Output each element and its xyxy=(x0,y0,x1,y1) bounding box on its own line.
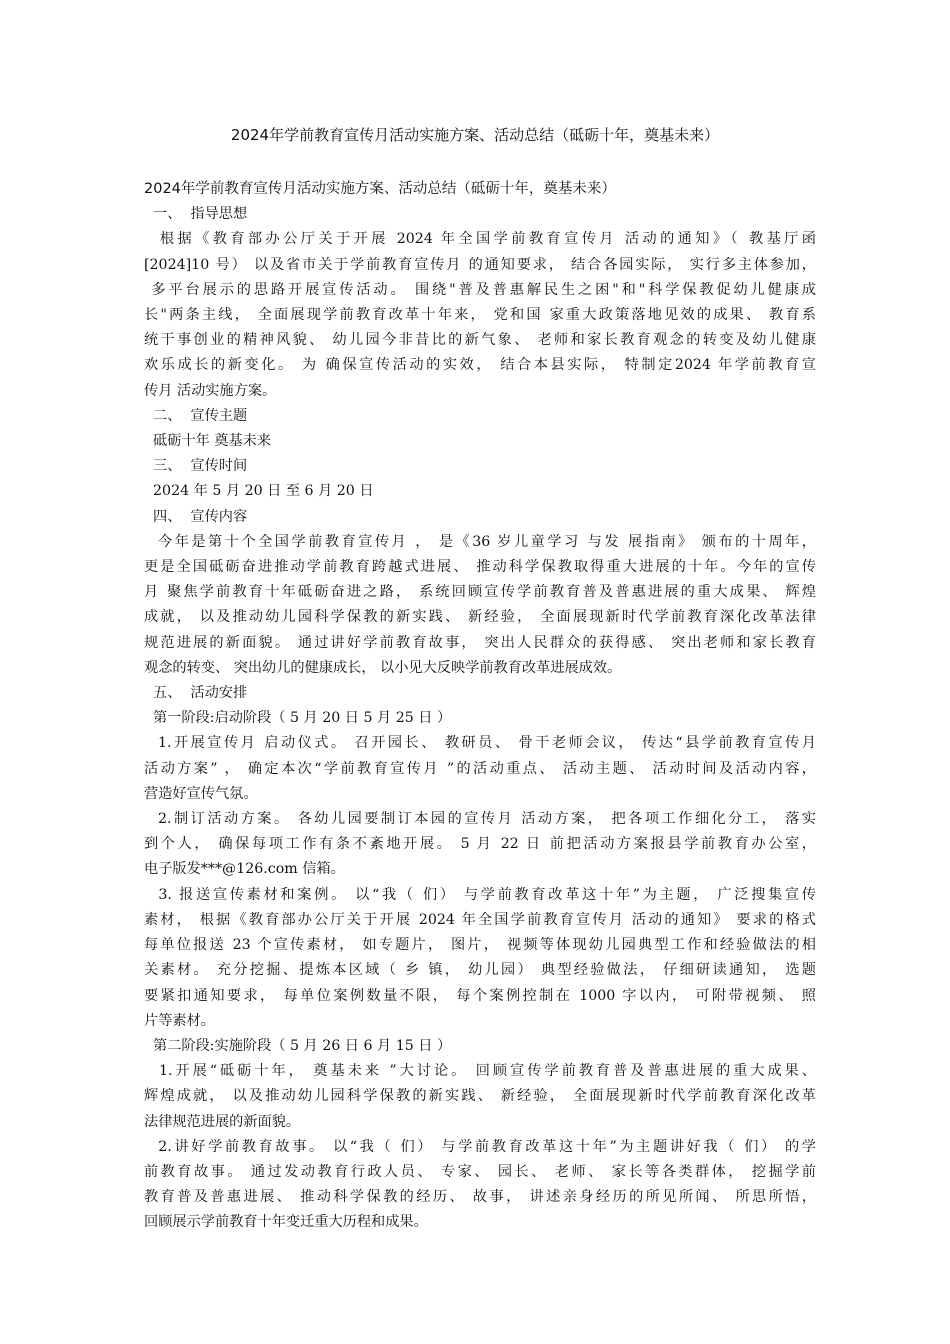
body-line: 欢乐成长的新变化。 为 确保宣传活动的实效， 结合本县实际， 特制定2024 年学前教育宣 xyxy=(144,357,816,374)
body-line: 今年是第十个全国学前教育宣传月 ， 是《36 岁儿童学习 与发 展指南》 颁布的十周年， xyxy=(144,533,816,550)
body-line: 电子版发***@126.com 信箱。 xyxy=(144,861,345,878)
body-line: 统干事创业的精神风貌、 幼儿园今非昔比的新气象、 老师和家长教育观念的转变及幼儿健康 xyxy=(144,332,816,349)
document-body xyxy=(144,177,816,1236)
body-line: 2.讲好学前教育故事。 以“我（ 们） 与学前教育改革这十年”为主题讲好我（ 们） 的学 xyxy=(144,1138,816,1155)
body-line: 第二阶段:实施阶段（ 5 月 26 日 6 月 15 日 ） xyxy=(144,1037,452,1054)
body-line: 月 聚焦学前教育十年砥砺奋进之路， 系统回顾宣传学前教育普及普惠进展的重大成果、 辉煌 xyxy=(144,584,816,601)
body-line: 1.开展宣传月 启动仪式。 召开园长、 教研员、 骨干老师会议， 传达“县学前教育宣传月 xyxy=(144,735,816,752)
body-line: 第一阶段:启动阶段（ 5 月 20 日 5 月 25 日 ） xyxy=(144,710,452,727)
body-line: 营造好宣传气氛。 xyxy=(144,785,258,802)
body-line: 教育普及普惠进展、 推动科学保教的经历、 故事， 讲述亲身经历的所见所闻、 所思所悟， xyxy=(144,1189,816,1206)
body-line: 辉煌成就， 以及推动幼儿园科学保教的新实践、 新经验， 全面展现新时代学前教育深化改革 xyxy=(144,1088,816,1105)
body-line: 1.开展“砥砺十年， 奠基未来 ”大讨论。 回顾宣传学前教育普及普惠进展的重大成果、 xyxy=(144,1063,816,1080)
body-line: 关素材。 充分挖掘、提炼本区域（ 乡 镇， 幼儿园） 典型经验做法， 仔细研读通知， 选题 xyxy=(144,962,816,979)
document-subtitle: 2024年学前教育宣传月活动实施方案、活动总结（砥砺十年，奠基未来） xyxy=(144,181,616,197)
body-line: 多平台展示的思路开展宣传活动。 围绕"普及普惠解民生之困"和"科学保教促幼儿健康成 xyxy=(144,281,816,298)
body-line: 五、 活动安排 xyxy=(144,685,248,702)
body-line: 2.制订活动方案。 各幼儿园要制订本园的宣传月 活动方案， 把各项工作细化分工， 落实 xyxy=(144,811,816,828)
body-line: 要紧扣通知要求， 每单位案例数量不限， 每个案例控制在 1000 字以内， 可附带视频、 照 xyxy=(144,987,816,1004)
body-line: 根据《教育部办公厅关于开展 2024 年全国学前教育宣传月 活动的通知》（ 教基厅函 xyxy=(144,231,816,248)
document-title: 2024年学前教育宣传月活动实施方案、活动总结（砥砺十年，奠基未来） xyxy=(230,126,720,144)
body-line: [2024]10 号） 以及省市关于学前教育宣传月 的通知要求， 结合各园实际， 实行多主体参加， xyxy=(144,256,816,273)
body-line: 法律规范进展的新面貌。 xyxy=(144,1113,301,1130)
body-line: 传月 活动实施方案。 xyxy=(144,382,277,399)
body-line: 二、 宣传主题 xyxy=(144,407,248,424)
body-line: 长"两条主线， 全面展现学前教育改革十年来， 党和国 家重大政策落地见效的成果、 教育系 xyxy=(144,307,816,324)
body-line: 砥砺十年 奠基未来 xyxy=(144,433,272,450)
body-line: 规范进展的新面貌。 通过讲好学前教育故事， 突出人民群众的获得感、 突出老师和家长教育 xyxy=(144,634,816,651)
body-lines xyxy=(144,202,816,1235)
body-line: 3. 报送宣传素材和案例。 以“我（ 们） 与学前教育改革这十年”为主题， 广泛搜集宣传 xyxy=(144,886,816,903)
body-line: 回顾展示学前教育十年变迁重大历程和成果。 xyxy=(144,1214,428,1231)
body-line: 素材， 根据《教育部办公厅关于开展 2024 年全国学前教育宣传月 活动的通知》 要求的格式 xyxy=(144,911,816,928)
body-line: 活动方案” ， 确定本次“学前教育宣传月 ”的活动重点、 活动主题、 活动时间及活动内容， xyxy=(144,760,816,777)
body-line: 三、 宣传时间 xyxy=(144,458,248,475)
body-line: 四、 宣传内容 xyxy=(144,508,248,525)
body-line: 到个人， 确保每项工作有条不紊地开展。 5 月 22 日 前把活动方案报县学前教育办公室， xyxy=(144,836,816,853)
body-line: 2024 年 5 月 20 日 至 6 月 20 日 xyxy=(144,483,374,500)
body-line: 一、 指导思想 xyxy=(144,206,248,223)
body-line: 更是全国砥砺奋进推动学前教育跨越式进展、 推动科学保教取得重大进展的十年。今年的宣传 xyxy=(144,559,816,576)
body-line: 片等素材。 xyxy=(144,1012,215,1029)
body-line: 观念的转变、 突出幼儿的健康成长， 以小见大反映学前教育改革进展成效。 xyxy=(144,659,622,676)
body-line: 前教育故事。 通过发动教育行政人员、 专家、 园长、 老师、 家长等各类群体， 挖掘学前 xyxy=(144,1163,816,1180)
body-line: 每单位报送 23 个宣传素材， 如专题片， 图片， 视频等体现幼儿园典型工作和经验做法的相 xyxy=(144,937,816,954)
body-line: 成就， 以及推动幼儿园科学保教的新实践、 新经验， 全面展现新时代学前教育深化改革法律 xyxy=(144,609,816,626)
